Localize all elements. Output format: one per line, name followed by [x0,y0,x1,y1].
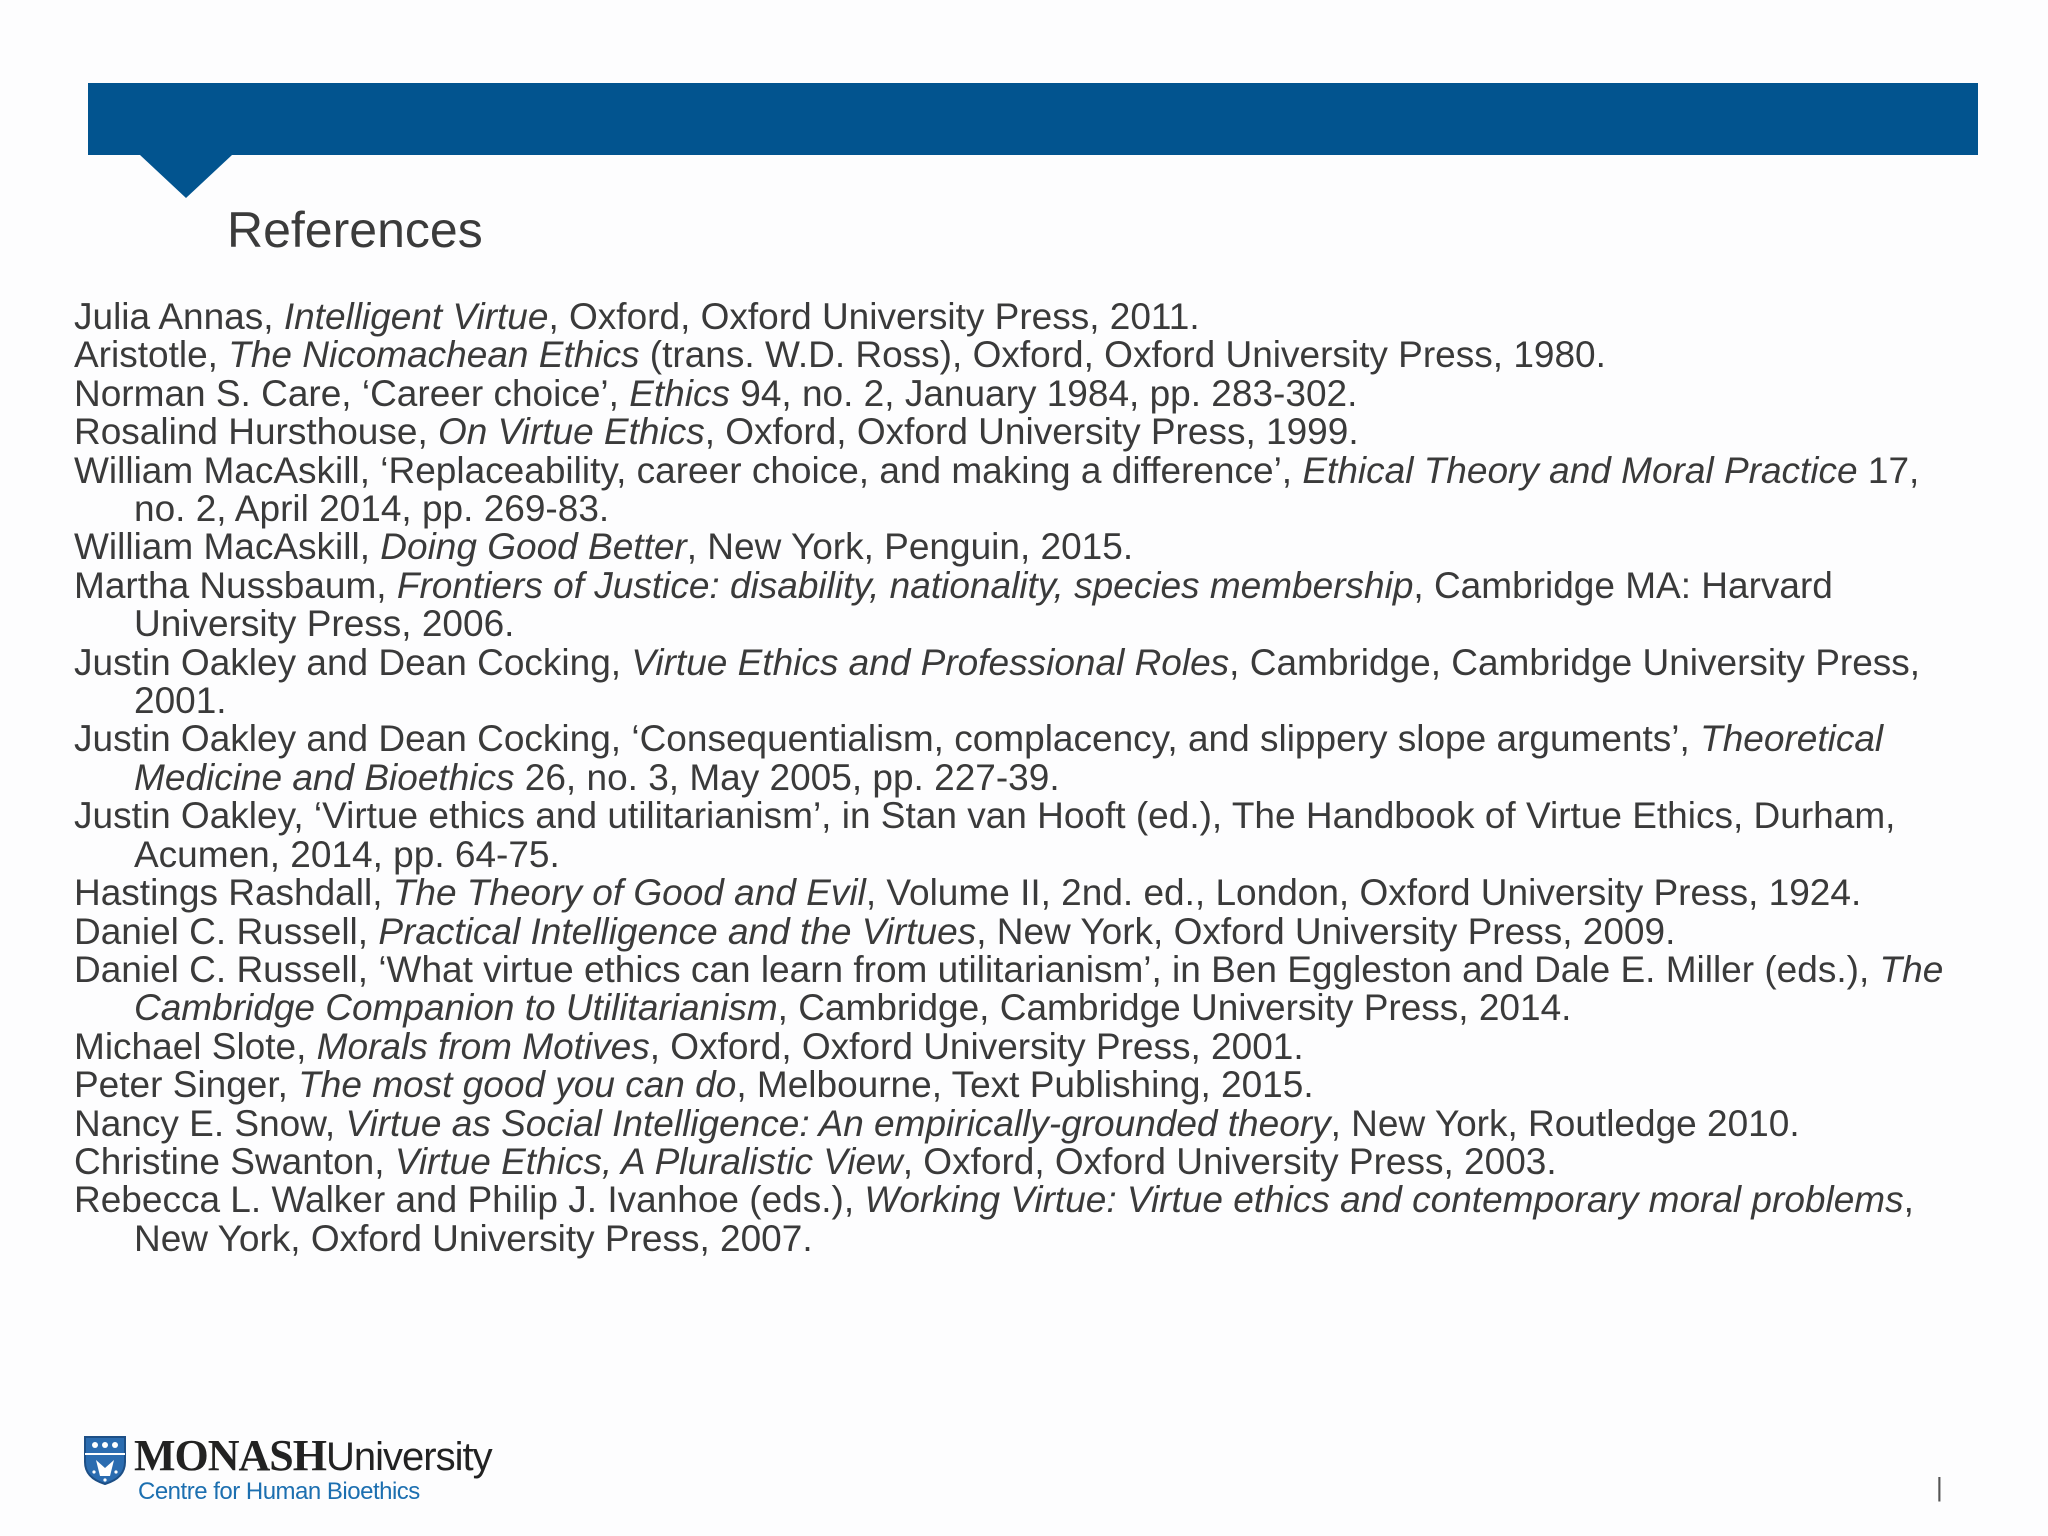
reference-title: Frontiers of Justice: disability, nationality, species membership [396,564,1414,606]
reference-text: William MacAskill, [74,526,381,568]
reference-title: Virtue Ethics, A Pluralistic View [394,1140,903,1182]
reference-item [74,1181,1954,1258]
reference-title: Ethics [629,372,730,414]
reference-text: Peter Singer, [74,1064,299,1106]
reference-text: Rebecca L. Walker and Philip J. Ivanhoe (eds.), [74,1179,865,1221]
reference-item [74,336,1954,374]
logo-wordmark [134,1430,492,1483]
reference-title: The Theory of Good and Evil [392,872,866,914]
reference-text: (trans. W.D. Ross), Oxford, Oxford University Press, 1980. [639,334,1606,376]
reference-item [74,1102,1954,1144]
reference-title: Intelligent Virtue [283,296,549,337]
reference-text: Daniel C. Russell, [74,910,379,952]
reference-title: On Virtue Ethics [438,411,705,453]
reference-item [74,641,1954,722]
logo-wordmark-monash: MONASH [134,1431,326,1480]
reference-text: , New York, Penguin, 2015. [686,526,1134,568]
reference-text: , Cambridge, Cambridge University Press, 2014. [777,987,1572,1029]
reference-item [74,1140,1954,1182]
reference-title: The most good you can do [298,1064,737,1106]
reference-text: , Oxford, Oxford University Press, 2001. [649,1025,1304,1067]
reference-item [74,528,1954,566]
reference-text: 26, no. 3, May 2005, pp. 227-39. [514,756,1060,798]
reference-text: Hastings Rashdall, [74,872,393,914]
reference-item [74,720,1954,797]
reference-title: Working Virtue: Virtue ethics and contemporary moral problems [864,1179,1904,1221]
reference-text: , New York, Routledge 2010. [1330,1102,1800,1144]
page-number: | [1936,1472,1943,1502]
reference-text: Justin Oakley, ‘Virtue ethics and utilitarianism’, in Stan van Hooft (ed.), The Handbook of Virtue Ethics, Durham, Acumen, 2014, pp. 64-75. [74,795,1896,875]
reference-text: 17, no. 2, April 2014, pp. 269-83. [134,449,1920,530]
reference-text: , Cambridge, Cambridge University Press, 2001. [134,641,1921,722]
header-bar [88,83,1978,155]
reference-item [74,948,1954,1029]
reference-title: Virtue as Social Intelligence: An empirically-grounded theory [345,1102,1331,1144]
reference-text: , New York, Oxford University Press, 2009. [976,910,1676,952]
reference-text: Rosalind Hursthouse, [74,411,439,453]
reference-text: Michael Slote, [74,1025,317,1067]
reference-text: Justin Oakley and Dean Cocking, [74,641,632,683]
reference-text: William MacAskill, ‘Replaceability, career choice, and making a difference’, [74,449,1303,491]
reference-item [74,564,1954,645]
reference-text: Norman S. Care, ‘Career choice’, [74,372,630,414]
reference-item [74,797,1954,874]
reference-title: The Nicomachean Ethics [228,334,640,376]
reference-text: Julia Annas, [74,296,284,337]
reference-text: , Oxford, Oxford University Press, 2003. [902,1140,1557,1182]
reference-item [74,413,1954,451]
reference-item [74,298,1954,336]
reference-item [74,449,1954,530]
reference-title: Morals from Motives [316,1025,650,1067]
reference-title: The Cambridge Companion to Utilitarianism [134,948,1944,1029]
reference-text: , Oxford, Oxford University Press, 2011. [548,296,1200,337]
reference-title: Ethical Theory and Moral Practice [1302,449,1858,491]
reference-text: Daniel C. Russell, ‘What virtue ethics can learn from utilitarianism’, in Ben Eggleston and Dale E. Miller (eds.), [74,948,1880,990]
monash-crest-icon [82,1434,128,1486]
header-notch [140,155,232,198]
reference-item [74,1025,1954,1067]
reference-item [74,1066,1954,1104]
reference-item [74,372,1954,414]
monash-logo [82,1430,522,1508]
reference-text: Christine Swanton, [74,1140,395,1182]
reference-item [74,874,1954,912]
reference-text: Nancy E. Snow, [74,1102,346,1144]
reference-item [74,910,1954,952]
reference-title: Practical Intelligence and the Virtues [378,910,977,952]
reference-text: , Oxford, Oxford University Press, 1999. [704,411,1359,453]
reference-text: Martha Nussbaum, [74,564,397,606]
reference-title: Theoretical Medicine and Bioethics [134,718,1884,798]
reference-list [74,298,1954,1258]
reference-text: 94, no. 2, January 1984, pp. 283-302. [729,372,1358,414]
reference-title: Virtue Ethics and Professional Roles [631,641,1230,683]
logo-wordmark-university: University [326,1435,492,1479]
logo-subtitle: Centre for Human Bioethics [138,1478,420,1505]
reference-text: Justin Oakley and Dean Cocking, ‘Consequentialism, complacency, and slippery slope arguments’, [74,718,1701,760]
reference-text: , Cambridge MA: Harvard University Press, 2006. [134,564,1833,645]
reference-title: Doing Good Better [380,526,687,568]
reference-text: , Volume II, 2nd. ed., London, Oxford University Press, 1924. [865,872,1862,914]
reference-text: , New York, Oxford University Press, 2007. [134,1179,1914,1259]
reference-text: Aristotle, [74,334,229,376]
reference-text: , Melbourne, Text Publishing, 2015. [736,1064,1314,1106]
slide-title: References [227,202,483,258]
